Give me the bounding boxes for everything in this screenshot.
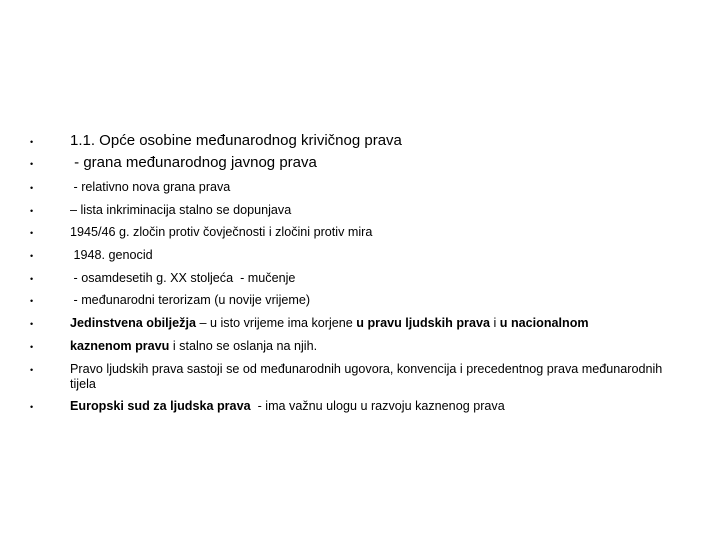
bold-term: kaznenom pravu (70, 338, 170, 353)
bullet-icon: • (30, 364, 34, 375)
list-item (28, 339, 668, 354)
list-item-text: 1945/46 g. zločin protiv čovječnosti i zločini protiv mira (70, 225, 373, 240)
list-item-text (70, 399, 668, 414)
text-segment: i stalno se oslanja na njih. (169, 338, 318, 353)
list-item (28, 130, 668, 152)
bullet-icon: • (30, 137, 34, 147)
bold-term: u pravu ljudskih prava (356, 316, 490, 331)
list-item (28, 362, 668, 392)
text-segment: – u isto vrijeme ima korjene (195, 316, 357, 331)
list-item (28, 399, 668, 414)
bullet-icon: • (30, 402, 34, 413)
bullet-icon: • (30, 228, 34, 239)
list-item (28, 203, 668, 218)
list-item-text: Pravo ljudskih prava sastoji se od međunarodnih ugovora, konvencija i precedentnog prava međunarodnih tijela (70, 361, 666, 391)
bold-term: Jedinstvena obilježja (70, 316, 196, 331)
bold-term: Europski sud za ljudska prava (70, 399, 251, 414)
list-item-text: 1948. genocid (70, 248, 153, 263)
section-heading: 1.1. Opće osobine međunarodnog krivičnog prava (70, 132, 402, 149)
list-item-text: - grana međunarodnog javnog prava (70, 154, 317, 171)
bullet-icon: • (30, 341, 34, 352)
bullet-icon: • (30, 159, 34, 169)
list-item-text: - relativno nova grana prava (70, 180, 231, 194)
bullet-icon: • (30, 205, 34, 216)
list-item-text (70, 339, 668, 354)
bullet-list (28, 130, 668, 422)
list-item-text: - međunarodni terorizam (u novije vrijeme) (70, 293, 311, 308)
list-item (28, 271, 668, 286)
list-item (28, 152, 668, 174)
list-item (28, 293, 668, 308)
bullet-icon: • (30, 273, 34, 284)
list-item-text: - osamdesetih g. XX stoljeća - mučenje (70, 270, 296, 285)
list-item (28, 225, 668, 240)
list-item-text: – lista inkriminacija stalno se dopunjava (70, 202, 292, 217)
bullet-icon: • (30, 319, 34, 330)
text-segment: - ima važnu ulogu u razvoju kaznenog prava (250, 399, 505, 414)
bullet-icon: • (30, 296, 34, 307)
list-item (28, 248, 668, 263)
list-item (28, 316, 668, 331)
bullet-icon: • (30, 251, 34, 262)
list-item-text (70, 316, 668, 331)
bullet-icon: • (30, 183, 34, 193)
bold-term: u nacionalnom (499, 316, 589, 331)
text-segment: i (489, 316, 500, 331)
list-item (28, 180, 668, 195)
